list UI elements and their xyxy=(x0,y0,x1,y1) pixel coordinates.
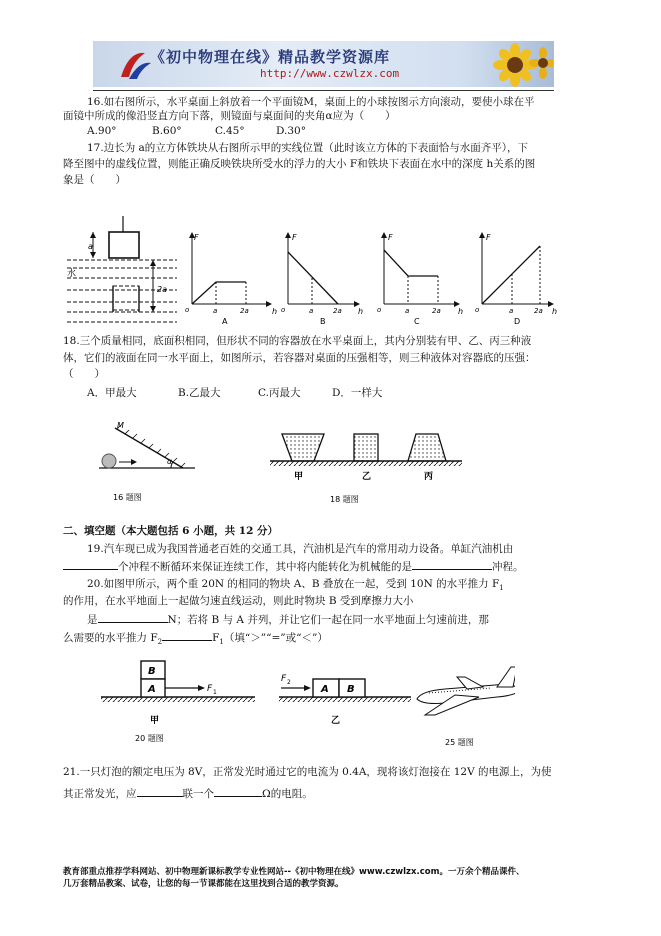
section2-heading: 二、填空题（本大题包括 6 小题，共 12 分） xyxy=(63,525,279,537)
q18-option-a: A．甲最大 xyxy=(87,387,137,399)
svg-text:C: C xyxy=(414,317,420,326)
q16-line1: 16.如右图所示，水平桌面上斜放着一个平面镜M，桌面上的小球按图示方向滚动，要使小球在平 xyxy=(87,96,535,108)
graph-d xyxy=(475,232,557,326)
svg-text:o: o xyxy=(475,306,480,314)
q17-line2: 降至图中的虚线位置，则能正确反映铁块所受水的浮力的大小 F和铁块下表面在水中的深度 h关系的图 xyxy=(63,158,536,170)
q16-option-d: D.30° xyxy=(276,125,306,137)
svg-text:甲: 甲 xyxy=(294,472,304,482)
logo-icon xyxy=(115,47,155,83)
svg-text:F: F xyxy=(281,674,287,684)
q19-blank-1[interactable] xyxy=(63,558,118,570)
svg-text:25 题图: 25 题图 xyxy=(445,738,474,747)
svg-text:2: 2 xyxy=(287,679,291,686)
svg-text:o: o xyxy=(377,306,382,314)
svg-text:2a: 2a xyxy=(432,307,441,315)
svg-text:2a: 2a xyxy=(157,285,167,294)
svg-text:乙: 乙 xyxy=(331,716,341,726)
q16-option-a: A.90° xyxy=(87,125,117,137)
q19-blank-2[interactable] xyxy=(412,558,492,570)
q17-graphs xyxy=(182,230,560,326)
svg-text:16 题图: 16 题图 xyxy=(113,493,142,502)
svg-text:A: A xyxy=(148,684,156,695)
fig18-containers xyxy=(266,424,466,514)
q17-cube-figure xyxy=(63,212,181,332)
svg-text:a: a xyxy=(213,307,218,315)
q18-option-b: B.乙最大 xyxy=(178,387,221,399)
svg-text:F: F xyxy=(388,233,393,242)
svg-text:a: a xyxy=(88,242,93,251)
footer-line1: 教育部重点推荐学科网站、初中物理新课标教学专业性网站--《初中物理在线》www.czwlzx.com。一万余个精品课件、 xyxy=(63,867,525,877)
svg-text:A: A xyxy=(222,317,228,326)
svg-text:B: B xyxy=(320,317,326,326)
graph-a xyxy=(185,232,277,326)
q17-line3: 象是（ ） xyxy=(63,174,126,186)
q19-line1: 19.汽车现已成为我国普通老百姓的交通工具，汽油机是汽车的常用动力设备。单缸汽油机由 xyxy=(87,543,514,555)
q16-option-c: C.45° xyxy=(215,125,245,137)
q16-option-b: B.60° xyxy=(152,125,182,137)
airplane-icon xyxy=(417,667,515,715)
svg-text:a: a xyxy=(309,307,314,315)
svg-text:α: α xyxy=(167,457,173,466)
q20-blank-2[interactable] xyxy=(162,629,212,641)
svg-text:2a: 2a xyxy=(534,307,543,315)
q18-line1: 18.三个质量相同，底面积相同，但形状不同的容器放在水平桌面上，其内分别装有甲、乙、丙三种液 xyxy=(63,335,532,347)
svg-text:D: D xyxy=(514,317,521,326)
svg-text:乙: 乙 xyxy=(362,472,372,482)
q20-line1: 20.如图甲所示，两个重 20N 的相同的物块 A、B 叠放在一起，受到 10N 的水平推力 $F_1$ xyxy=(87,578,504,593)
q21-line2: 其正常发光，应 联一个 Ω的电阻。 xyxy=(63,785,313,801)
svg-text:1: 1 xyxy=(213,689,217,696)
svg-text:F: F xyxy=(486,233,491,242)
svg-text:水: 水 xyxy=(67,269,77,279)
fig20-blocks xyxy=(95,655,515,750)
q18-line3: （ ） xyxy=(63,368,105,380)
graph-c xyxy=(377,232,463,326)
q20-line4: 么需要的水平推力 $F_2$ $F_1$（填“＞”“=”或“＜”） xyxy=(63,629,328,649)
q21-line1: 21.一只灯泡的额定电压为 8V，正常发光时通过它的电流为 0.4A，现将该灯泡接在 12V 的电源上，为使 xyxy=(63,766,552,778)
svg-text:F: F xyxy=(194,233,199,242)
q18-option-d: D．一样大 xyxy=(332,387,383,399)
svg-text:2a: 2a xyxy=(240,307,249,315)
q16-line2: 面镜中所成的像沿竖直方向下落，则镜面与桌面间的夹角α应为（ ） xyxy=(63,110,396,122)
q19-line2: 个冲程不断循环来保证连续工作，其中将内能转化为机械能的是 冲程。 xyxy=(63,558,524,574)
svg-text:丙: 丙 xyxy=(424,472,434,482)
footer-line2: 几万套精品教案、试卷，让您的每一节课都能在这里找到合适的教学资源。 xyxy=(63,879,344,889)
q20-blank-1[interactable] xyxy=(98,611,168,623)
q20-line3: 是 N；若将 B 与 A 并列，并让它们一起在同一水平地面上匀速前进，那 xyxy=(87,611,489,627)
header-title: 《初中物理在线》精品教学资源库 xyxy=(150,48,391,66)
svg-text:F: F xyxy=(292,233,297,242)
svg-text:B: B xyxy=(148,666,156,677)
header-rule xyxy=(93,90,554,91)
fig16-mirror-ball xyxy=(95,416,205,508)
svg-text:2a: 2a xyxy=(333,307,342,315)
svg-text:o: o xyxy=(281,306,286,314)
q21-blank-2[interactable] xyxy=(214,785,262,797)
sunflower-icon xyxy=(493,43,553,87)
svg-text:A: A xyxy=(321,684,329,695)
q18-line2: 体，它们的液面在同一水平面上，如图所示，若容器对桌面的压强相等，则三种液体对容器底的压强： xyxy=(63,352,536,364)
q18-option-c: C.丙最大 xyxy=(258,387,301,399)
svg-text:h: h xyxy=(552,307,558,316)
svg-text:F: F xyxy=(207,684,213,694)
q17-line1: 17.边长为 a的立方体铁块从右图所示甲的实线位置（此时该立方体的下表面恰与水面齐平），下 xyxy=(87,142,529,154)
header-url: http://www.czwlzx.com xyxy=(260,67,400,80)
q21-blank-1[interactable] xyxy=(137,785,183,797)
svg-text:a: a xyxy=(509,307,514,315)
svg-text:h: h xyxy=(272,307,278,316)
svg-text:M: M xyxy=(117,421,124,430)
svg-text:a: a xyxy=(405,307,410,315)
q20-line2: 的作用，在水平地面上一起做匀速直线运动，则此时物块 B 受到摩擦力大小 xyxy=(63,595,414,607)
svg-text:o: o xyxy=(185,306,190,314)
svg-text:h: h xyxy=(358,307,364,316)
svg-text:18 题图: 18 题图 xyxy=(330,495,359,504)
graph-b xyxy=(281,232,363,326)
svg-text:h: h xyxy=(458,307,464,316)
svg-text:20 题图: 20 题图 xyxy=(135,734,164,743)
svg-text:甲: 甲 xyxy=(150,716,160,726)
svg-text:B: B xyxy=(347,684,355,695)
